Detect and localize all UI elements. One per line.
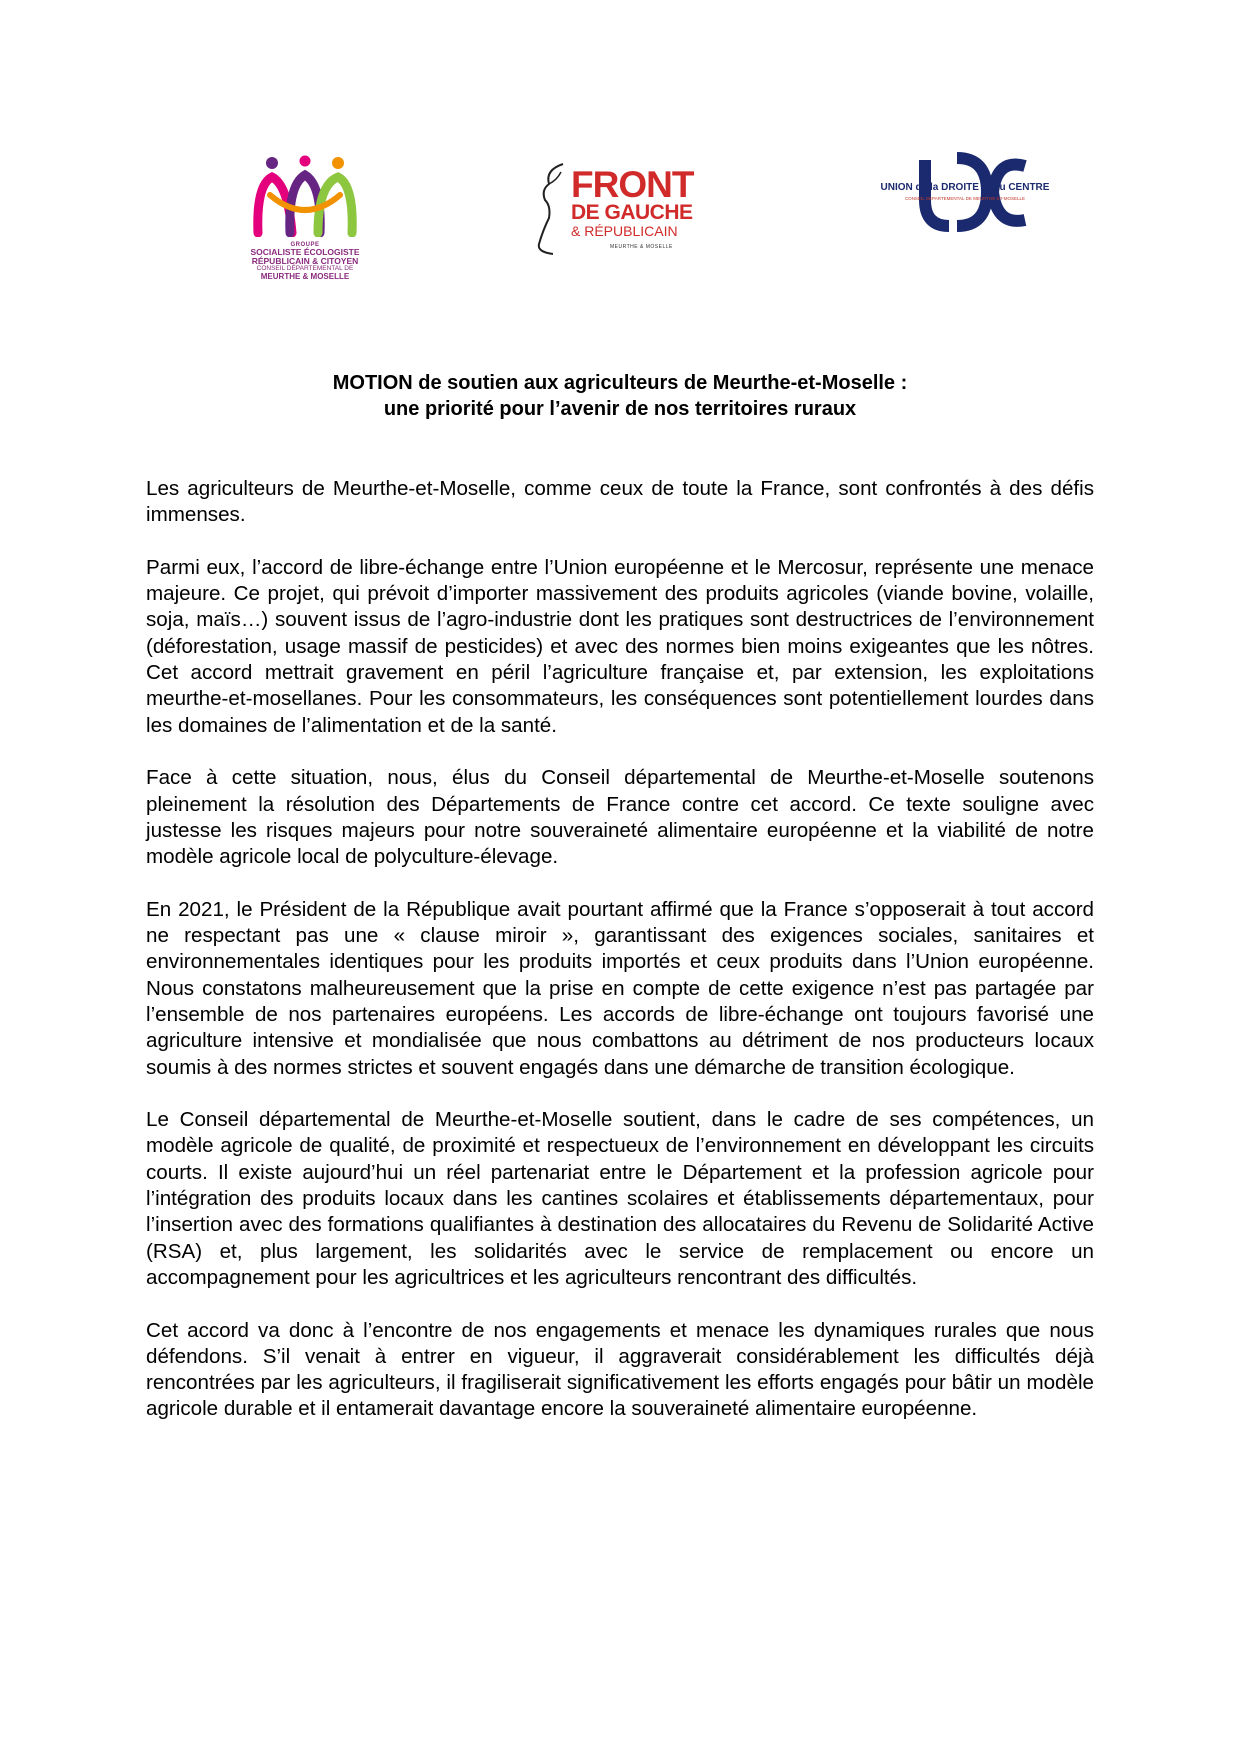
motion-subtitle: une priorité pour l’avenir de nos territoires ruraux [383,398,857,420]
logo-text: CONSEIL DÉPARTEMENTAL DE MEURTHE-ET-MOSELLE [904,196,1026,201]
udc-letters-icon [875,148,1055,238]
logo-text: CONSEIL DÉPARTEMENTAL DE [256,265,354,273]
logo-text: UNION de la DROITE et du CENTRE [880,182,1050,193]
body-paragraph: Les agriculteurs de Meurthe-et-Moselle, comme ceux de toute la France, sont confrontés à des défis immenses. [146,477,1094,527]
logo-text: & RÉPUBLICAIN [571,223,678,239]
motion-body [146,476,1094,1449]
logo-text: MEURTHE & MOSELLE [260,271,350,281]
body-paragraph: Face à cette situation, nous, élus du Conseil départemental de Meurthe-et-Moselle soutenons pleinement la résolution des Départements de France contre cet accord. Ce texte souligne avec justesse les risques majeurs pour notre souveraineté alimentaire européenne et la viabilité de notre modèle agricole local de polyculture-élevage. [146,766,1094,869]
motion-title: MOTION de soutien aux agriculteurs de Meurthe-et-Moselle : [332,372,908,394]
udc-logo [875,148,1055,238]
body-paragraph: Parmi eux, l’accord de libre-échange entre l’Union européenne et le Mercosur, représente une menace majeure. Ce projet, qui prévoit d’importer massivement des produits agricoles (viande bovine, volaille, soja, maïs…) souvent issus de l’agro-industrie dont les pratiques sont destructrices de l’environnement (déforestation, usage massif de pesticides) et avec des normes bien moins exigeantes que les nôtres. Cet accord mettrait gravement en péril l’agriculture française et, par extension, les exploitations meurthe-et-mosellanes. Pour les consommateurs, les conséquences sont potentiellement lourdes dans les domaines de l’alimentation et de la santé. [146,555,1094,737]
body-paragraph: En 2021, le Président de la République avait pourtant affirmé que la France s’opposerait à tout accord ne respectant pas une « clause miroir », garantissant des exigences sociales, sanitaires et environnementales identiques pour les produits importés et ceux produits dans l’Union européenne. Nous constatons malheureusement que la prise en compte de cette exigence n’est pas partagée par l’ensemble de nos partenaires européens. Les accords de libre-échange ont toujours favorisé une agriculture intensive et mondialisée que nous combattons au détriment de nos producteurs locaux soumis à des normes strictes et souvent engagés dans une démarche de transition écologique. [146,897,1094,1079]
logo-text: RÉPUBLICAIN & CITOYEN [251,256,359,267]
logo-text: FRONT [571,164,694,205]
body-paragraph: Cet accord va donc à l’encontre de nos engagements et menace les dynamiques rurales que nous défendons. S’il venait à entrer en vigueur, il aggraverait considérablement les difficultés déjà rencontrées par les agriculteurs, il fragiliserait significativement les efforts engagés pour bâtir un modèle agricole durable et il entamerait davantage encore la souveraineté alimentaire européenne. [146,1318,1094,1421]
marianne-icon [535,160,575,260]
logo-text: MEURTHE & MOSELLE [610,244,673,250]
socialiste-group-logo [250,155,360,290]
logo-text: SOCIALISTE ÉCOLOGISTE [250,247,360,258]
body-paragraph: Le Conseil départemental de Meurthe-et-Moselle soutient, dans le cadre de ses compétences, un modèle agricole de qualité, de proximité et respectueux de l’environnement en développant les circuits courts. Il existe aujourd’hui un réel partenariat entre le Département et la profession agricole pour l’intégration des produits locaux dans les cantines scolaires et établissements départementaux, pour l’insertion avec des formations qualifiantes à destination des allocataires du Revenu de Solidarité Active (RSA) et, plus largement, les solidarités avec le service de remplacement ou encore un accompagnement pour les agricultrices et les agriculteurs rencontrant des difficultés. [146,1108,1094,1289]
front-de-gauche-logo [535,160,705,260]
mm-logo-icon [250,155,360,237]
logo-text: DE GAUCHE [571,201,693,224]
logo-text: GROUPE [290,242,320,248]
